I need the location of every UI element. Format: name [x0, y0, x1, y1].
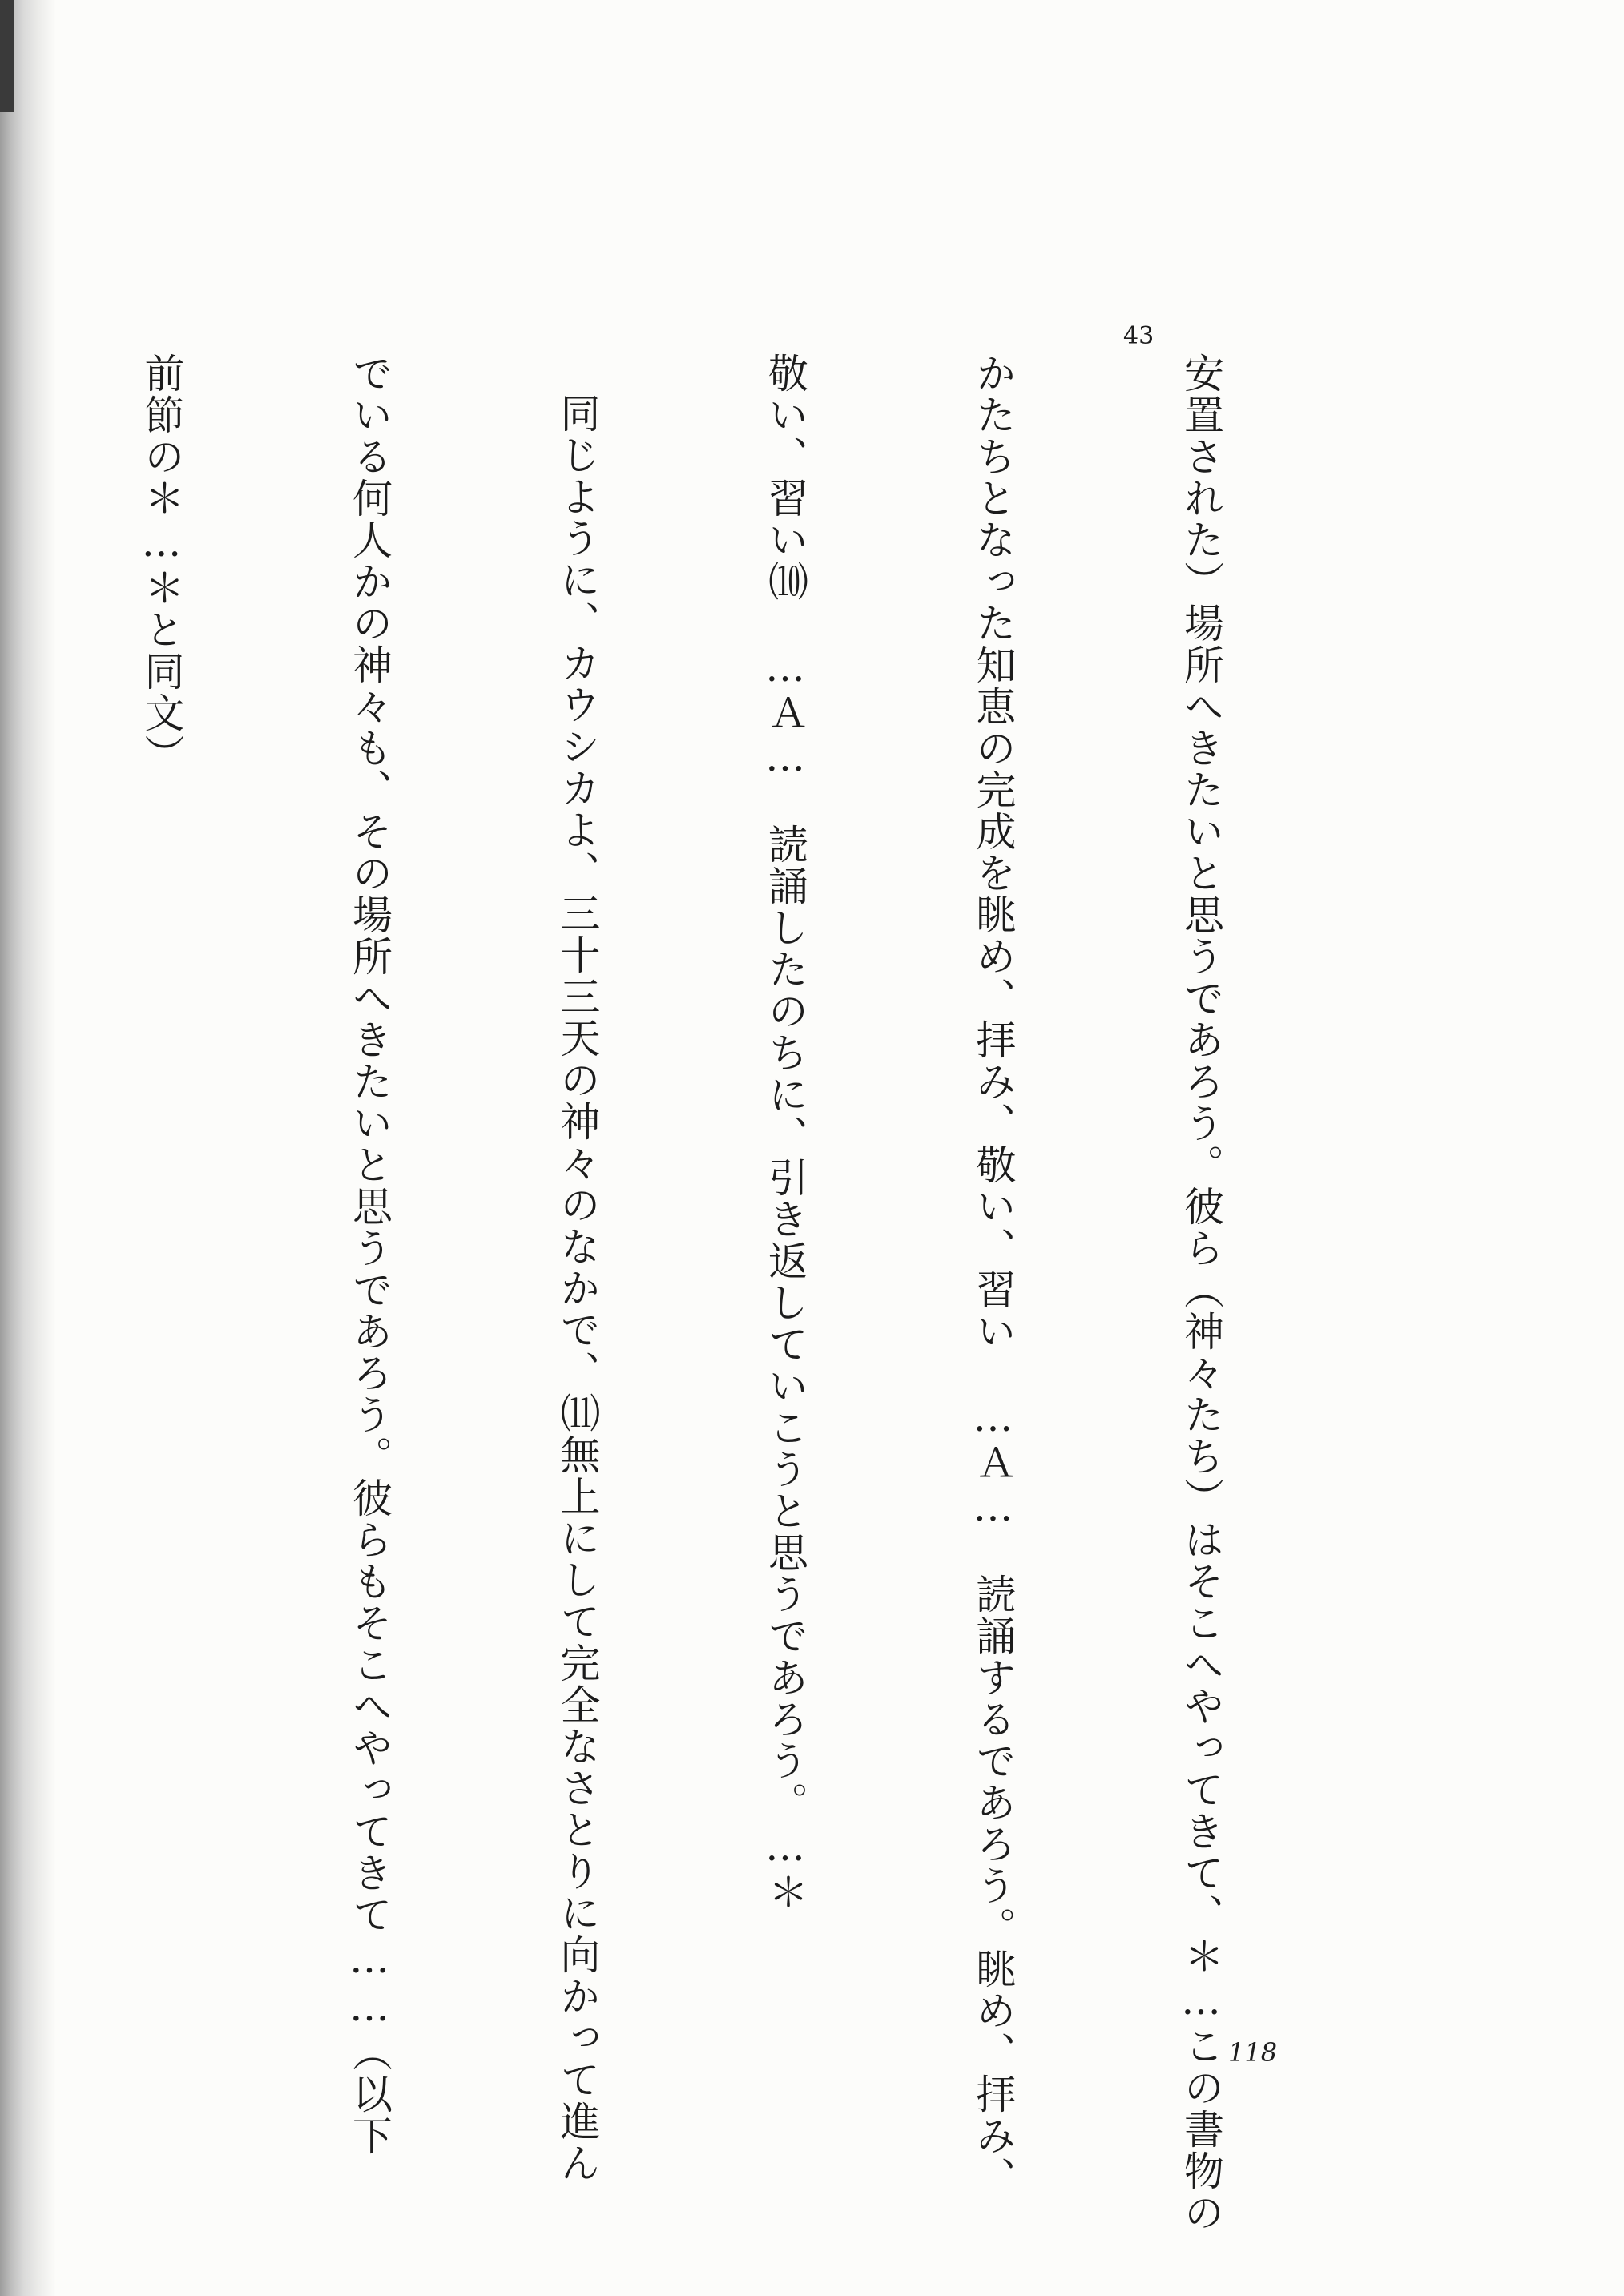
text-line: 同じように、カウシカよ、三十三天の神々のなかで、⑾無上にして完全なさとりに向かって進ん	[554, 393, 601, 2184]
text-line: 敬い、習い⑽ …Ａ… 読誦したのちに、引き返していこうと思うであろう。…＊	[762, 352, 808, 1913]
page-number: 118	[1228, 2037, 1278, 2068]
text-line: かたちとなった知恵の完成を眺め、拝み、敬い、習い …Ａ… 読誦するであろう。眺め、拝み、	[969, 352, 1017, 2198]
text-line: 前節の＊…＊と同文）	[138, 352, 185, 775]
section-number: 43	[1123, 322, 1155, 350]
text-line: でいる何人かの神々も、その場所へきたいと思うであろう。彼らもそこへやってきて……（以下	[346, 352, 393, 2157]
scan-dark-corner	[0, 0, 14, 112]
text-line: 安置された）場所へきたいと思うであろう。彼ら（神々たち）はそこへやってきて、＊…この書物の	[1178, 352, 1224, 2234]
